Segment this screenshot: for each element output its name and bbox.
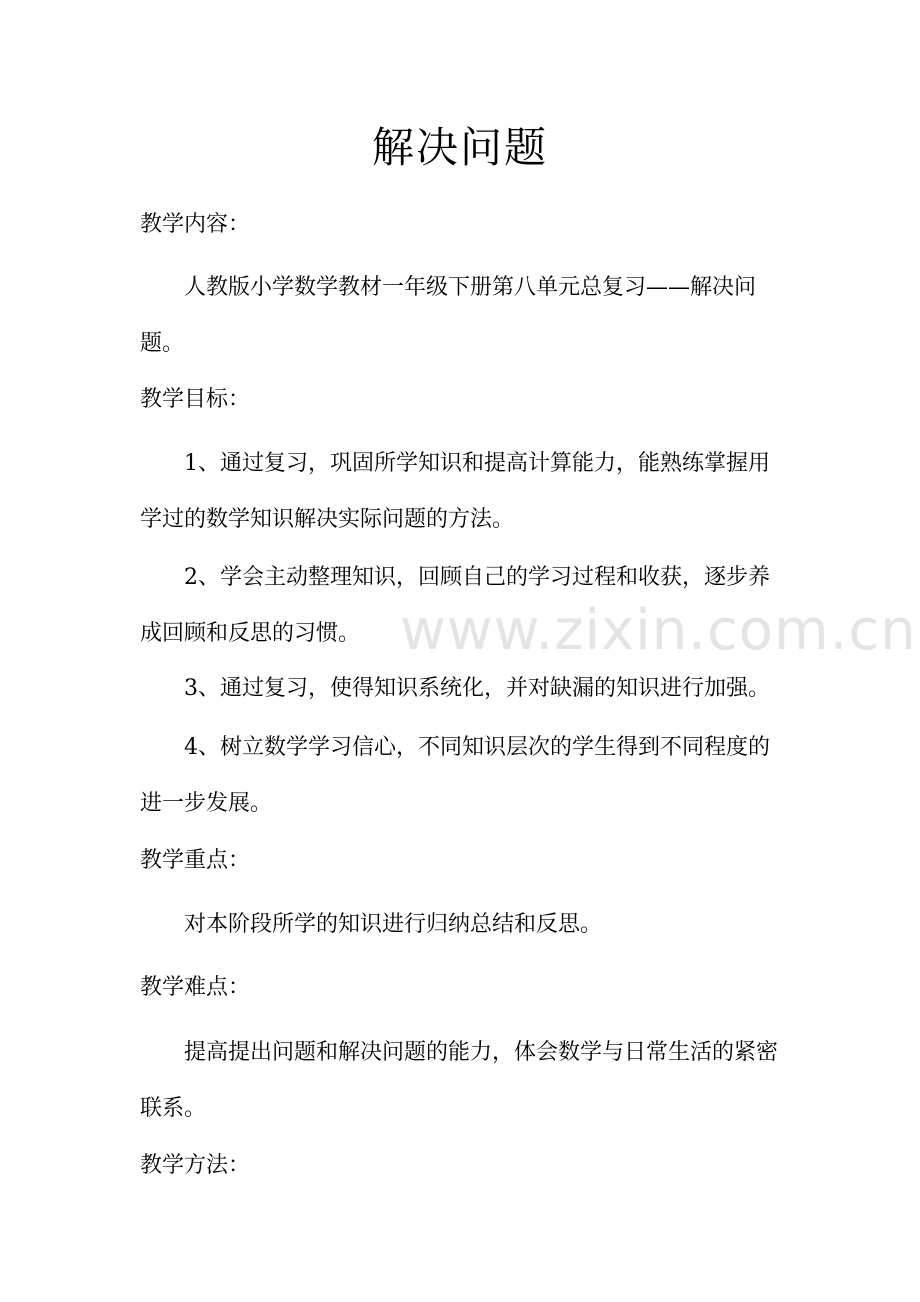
method-heading: 教学方法： — [140, 1153, 251, 1178]
content-heading: 教学内容： — [140, 212, 251, 237]
watermark-text: www.zixin.com.cn — [400, 598, 917, 663]
difficulty-heading: 教学难点： — [140, 975, 251, 1000]
content-paragraph: 人教版小学数学教材一年级下册第八单元总复习——解决问题。 — [140, 275, 757, 356]
document-title: 解决问题 — [371, 123, 548, 172]
difficulty-paragraph: 提高提出问题和解决问题的能力，体会数学与日常生活的紧密联系。 — [140, 1040, 779, 1121]
goal-item-2: 2、学会主动整理知识，回顾自己的学习过程和收获，逐步养成回顾和反思的习惯。 — [140, 565, 770, 646]
goal-item-4: 4、树立数学学习信心，不同知识层次的学生得到不同程度的进一步发展。 — [140, 735, 770, 816]
goal-item-1: 1、通过复习，巩固所学知识和提高计算能力，能熟练掌握用学过的数学知识解决实际问题的方法。 — [140, 451, 770, 532]
goal-item-3: 3、通过复习，使得知识系统化，并对缺漏的知识进行加强。 — [184, 676, 770, 701]
key-points-paragraph: 对本阶段所学的知识进行归纳总结和反思。 — [184, 912, 603, 937]
goals-heading: 教学目标： — [140, 387, 251, 412]
key-points-heading: 教学重点： — [140, 848, 251, 873]
